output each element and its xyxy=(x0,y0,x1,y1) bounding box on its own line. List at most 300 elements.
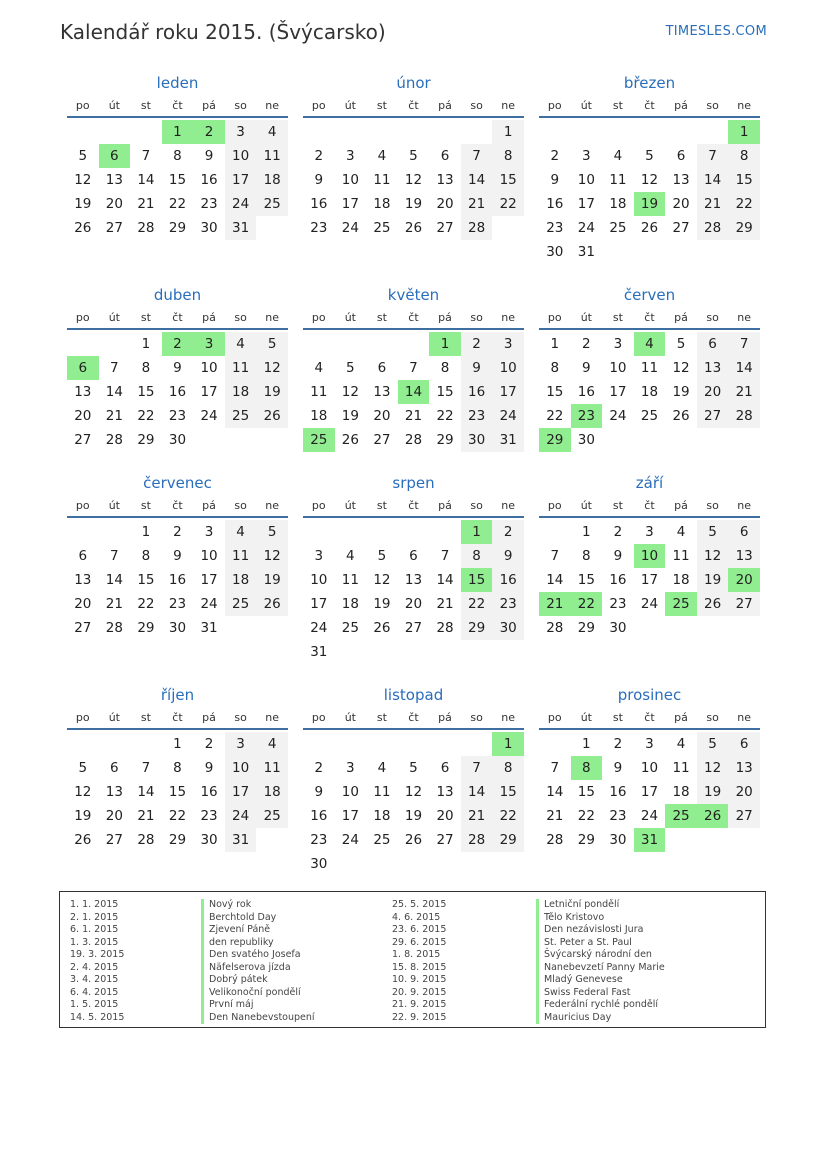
day-cell: 5 xyxy=(256,520,288,544)
day-cell: 5 xyxy=(346,360,355,376)
day-cell: 9 xyxy=(314,172,324,188)
weekday-header xyxy=(303,306,524,330)
day-cell: 27 xyxy=(728,804,760,828)
day-cell: 2 xyxy=(550,148,560,164)
holiday-day-cell: 19 xyxy=(634,192,666,216)
day-cell: 15 xyxy=(577,572,595,588)
day-cell: 23 xyxy=(310,220,328,236)
day-cell: 13 xyxy=(436,172,454,188)
day-cell: 9 xyxy=(492,544,524,568)
day-cell: 26 xyxy=(697,592,729,616)
day-cell: 1 xyxy=(492,120,524,144)
day-cell: 10 xyxy=(609,360,627,376)
weekday-label: čt xyxy=(172,311,183,324)
legend-date: 1. 8. 2015 xyxy=(392,949,441,960)
day-cell: 16 xyxy=(492,568,524,592)
month-name: říjen xyxy=(160,686,195,704)
weekday-header xyxy=(67,94,288,118)
day-cell: 30 xyxy=(168,432,187,448)
day-cell: 25 xyxy=(640,408,659,424)
day-cell: 15 xyxy=(577,784,595,800)
empty-cell xyxy=(665,120,697,144)
day-cell: 11 xyxy=(310,384,328,400)
day-cell: 7 xyxy=(110,548,119,564)
day-cell: 20 xyxy=(373,408,391,424)
day-cell: 21 xyxy=(404,408,423,424)
day-cell: 28 xyxy=(137,220,155,236)
day-cell: 19 xyxy=(74,808,92,824)
day-cell: 26 xyxy=(256,404,288,428)
legend-holiday-name: Nový rok xyxy=(201,899,315,912)
day-cell: 18 xyxy=(373,808,391,824)
day-cell: 20 xyxy=(697,380,729,404)
holiday-day-cell: 2 xyxy=(193,120,225,144)
legend-date: 20. 9. 2015 xyxy=(392,986,447,998)
legend-holiday-name: Nanebevzetí Panny Marie xyxy=(536,962,665,975)
weekday-label: út xyxy=(580,99,592,112)
month-4 xyxy=(67,284,288,452)
legend-date: 15. 8. 2015 xyxy=(392,961,447,973)
day-cell: 11 xyxy=(373,784,391,800)
day-cell: 6 xyxy=(440,760,450,776)
day-cell: 2 xyxy=(314,148,324,164)
legend-holiday-name: Letniční pondělí xyxy=(536,899,665,912)
day-cell: 19 xyxy=(697,780,729,804)
day-cell: 30 xyxy=(168,620,187,636)
day-cell: 7 xyxy=(550,548,560,564)
day-cell: 23 xyxy=(168,596,187,612)
page-title: Kalendář roku 2015. (Švýcarsko) xyxy=(60,20,386,44)
day-cell: 11 xyxy=(672,760,690,776)
empty-cell xyxy=(130,120,162,144)
day-cell: 4 xyxy=(676,736,686,752)
day-cell: 8 xyxy=(550,360,560,376)
weekday-label: čt xyxy=(644,311,655,324)
weekday-label: st xyxy=(612,99,623,112)
empty-cell xyxy=(335,732,367,756)
weekday-label: čt xyxy=(408,499,419,512)
day-cell: 22 xyxy=(461,592,493,616)
day-cell: 27 xyxy=(404,620,423,636)
weekday-label: po xyxy=(75,311,90,324)
day-cell: 4 xyxy=(346,548,355,564)
day-cell: 26 xyxy=(341,432,359,448)
day-cell: 9 xyxy=(582,360,591,376)
legend-holiday-name: Zjevení Páně xyxy=(201,924,315,937)
empty-cell xyxy=(67,332,99,356)
day-cell: 13 xyxy=(105,784,123,800)
day-cell: 18 xyxy=(341,596,359,612)
day-cell: 25 xyxy=(256,192,288,216)
weekday-label: ne xyxy=(265,499,280,512)
day-cell: 9 xyxy=(204,760,214,776)
day-cell: 3 xyxy=(645,524,654,540)
holiday-day-cell: 15 xyxy=(461,568,493,592)
month-name: únor xyxy=(396,74,431,92)
day-cell: 1 xyxy=(141,524,151,540)
weekday-header xyxy=(539,306,760,330)
day-cell: 26 xyxy=(74,832,92,848)
legend-holiday-name: Velikonoční pondělí xyxy=(201,987,315,1000)
day-cell: 3 xyxy=(613,336,623,352)
day-cell: 4 xyxy=(314,360,324,376)
day-cell: 27 xyxy=(105,832,123,848)
day-cell: 29 xyxy=(436,432,454,448)
day-cell: 7 xyxy=(409,360,418,376)
day-cell: 30 xyxy=(200,832,218,848)
legend-holiday-name: den republiky xyxy=(201,937,315,950)
weekday-label: po xyxy=(75,711,90,724)
legend-date: 1. 5. 2015 xyxy=(70,999,119,1010)
legend-holiday-name: St. Peter a St. Paul xyxy=(536,937,665,950)
day-cell: 25 xyxy=(373,220,391,236)
day-cell: 12 xyxy=(373,572,391,588)
day-cell: 28 xyxy=(461,216,493,240)
day-cell: 29 xyxy=(492,828,524,852)
day-cell: 22 xyxy=(577,808,595,824)
day-cell: 15 xyxy=(137,572,155,588)
day-grid xyxy=(303,120,524,240)
empty-cell xyxy=(398,332,430,356)
weekday-label: ne xyxy=(501,711,516,724)
day-cell: 2 xyxy=(173,524,182,540)
legend-holiday-name: Berchtold Day xyxy=(201,912,315,925)
weekday-label: ne xyxy=(265,311,280,324)
day-cell: 2 xyxy=(582,336,591,352)
day-cell: 20 xyxy=(105,808,123,824)
weekday-label: st xyxy=(612,499,623,512)
day-cell: 5 xyxy=(78,760,88,776)
holiday-day-cell: 22 xyxy=(571,592,603,616)
empty-cell xyxy=(335,332,367,356)
day-cell: 19 xyxy=(373,596,391,612)
weekday-label: so xyxy=(470,499,483,512)
holiday-day-cell: 10 xyxy=(634,544,666,568)
day-cell: 22 xyxy=(137,596,155,612)
holiday-day-cell: 26 xyxy=(697,804,729,828)
day-cell: 28 xyxy=(105,620,123,636)
day-cell: 31 xyxy=(310,644,328,660)
holiday-day-cell: 6 xyxy=(99,144,131,168)
day-cell: 16 xyxy=(168,384,187,400)
day-cell: 15 xyxy=(168,784,187,800)
weekday-label: po xyxy=(75,99,90,112)
day-cell: 24 xyxy=(492,404,524,428)
legend-date: 21. 9. 2015 xyxy=(392,999,447,1010)
day-cell: 22 xyxy=(728,192,760,216)
day-cell: 29 xyxy=(577,620,595,636)
day-cell: 26 xyxy=(640,220,659,236)
day-cell: 22 xyxy=(137,408,155,424)
empty-cell xyxy=(99,120,131,144)
month-name: duben xyxy=(153,286,202,304)
day-cell: 22 xyxy=(436,408,454,424)
weekday-label: po xyxy=(547,499,562,512)
day-cell: 14 xyxy=(137,172,155,188)
day-cell: 23 xyxy=(546,220,564,236)
legend-holiday-name: Mladý Genevese xyxy=(536,974,665,987)
legend-date: 4. 6. 2015 xyxy=(392,911,441,923)
day-cell: 8 xyxy=(440,360,450,376)
legend-holiday-name: Den svatého Josefa xyxy=(201,949,315,962)
empty-cell xyxy=(539,732,571,756)
month-3 xyxy=(539,72,760,264)
month-6 xyxy=(539,284,760,452)
day-cell: 24 xyxy=(640,808,659,824)
day-cell: 19 xyxy=(341,408,359,424)
day-cell: 25 xyxy=(225,592,257,616)
day-cell: 27 xyxy=(74,432,92,448)
day-cell: 16 xyxy=(310,196,328,212)
day-grid xyxy=(303,332,524,452)
day-cell: 9 xyxy=(613,760,623,776)
weekday-label: út xyxy=(108,499,120,512)
day-cell: 11 xyxy=(225,544,257,568)
weekday-label: po xyxy=(311,711,326,724)
day-cell: 16 xyxy=(546,196,564,212)
day-cell: 16 xyxy=(200,784,218,800)
site-logo[interactable]: TIMESLES.COM xyxy=(665,24,767,39)
day-cell: 11 xyxy=(225,356,257,380)
weekday-header xyxy=(303,706,524,730)
weekday-label: čt xyxy=(172,99,183,112)
weekday-label: čt xyxy=(408,311,419,324)
weekday-label: so xyxy=(470,711,483,724)
day-cell: 10 xyxy=(310,572,328,588)
day-cell: 31 xyxy=(225,828,257,852)
day-cell: 11 xyxy=(640,360,659,376)
day-cell: 14 xyxy=(461,168,493,192)
day-cell: 20 xyxy=(728,780,760,804)
day-cell: 6 xyxy=(728,732,760,756)
day-cell: 17 xyxy=(200,572,218,588)
day-cell: 12 xyxy=(74,172,92,188)
day-cell: 12 xyxy=(256,356,288,380)
day-cell: 17 xyxy=(225,780,257,804)
weekday-label: so xyxy=(234,711,247,724)
day-cell: 26 xyxy=(404,220,423,236)
day-cell: 5 xyxy=(697,732,729,756)
day-cell: 4 xyxy=(613,148,623,164)
holiday-day-cell: 25 xyxy=(665,804,697,828)
weekday-label: st xyxy=(612,311,623,324)
day-grid xyxy=(539,732,760,852)
day-cell: 4 xyxy=(377,760,387,776)
empty-cell xyxy=(67,120,99,144)
day-cell: 29 xyxy=(728,216,760,240)
legend-holiday-name: Mauricius Day xyxy=(536,1012,665,1025)
holiday-day-cell: 20 xyxy=(728,568,760,592)
day-cell: 26 xyxy=(672,408,690,424)
day-cell: 18 xyxy=(225,568,257,592)
day-cell: 28 xyxy=(697,216,729,240)
day-cell: 23 xyxy=(609,808,627,824)
day-cell: 31 xyxy=(492,428,524,452)
day-cell: 14 xyxy=(105,384,123,400)
day-cell: 3 xyxy=(645,736,654,752)
day-cell: 10 xyxy=(341,172,359,188)
day-cell: 17 xyxy=(341,808,359,824)
day-cell: 27 xyxy=(697,404,729,428)
holiday-day-cell: 8 xyxy=(571,756,603,780)
holiday-day-cell: 25 xyxy=(665,592,697,616)
day-cell: 24 xyxy=(640,596,659,612)
day-cell: 18 xyxy=(373,196,391,212)
weekday-label: so xyxy=(470,99,483,112)
month-8 xyxy=(303,472,524,664)
day-grid xyxy=(67,120,288,240)
weekday-label: po xyxy=(547,311,562,324)
day-cell: 30 xyxy=(609,620,627,636)
day-cell: 21 xyxy=(461,804,493,828)
day-cell: 8 xyxy=(492,756,524,780)
day-cell: 8 xyxy=(582,548,591,564)
legend-date: 25. 5. 2015 xyxy=(392,899,447,910)
day-cell: 14 xyxy=(436,572,454,588)
weekday-label: po xyxy=(311,499,326,512)
day-cell: 3 xyxy=(346,148,355,164)
empty-cell xyxy=(539,120,571,144)
day-cell: 27 xyxy=(373,432,391,448)
empty-cell xyxy=(539,520,571,544)
weekday-label: čt xyxy=(408,99,419,112)
empty-cell xyxy=(303,520,335,544)
day-cell: 13 xyxy=(404,572,423,588)
day-cell: 15 xyxy=(168,172,187,188)
day-cell: 13 xyxy=(74,384,92,400)
weekday-label: čt xyxy=(172,499,183,512)
weekday-header xyxy=(539,94,760,118)
day-cell: 13 xyxy=(436,784,454,800)
day-cell: 9 xyxy=(173,360,182,376)
month-10 xyxy=(67,684,288,852)
day-cell: 15 xyxy=(436,384,454,400)
day-cell: 30 xyxy=(577,432,595,448)
day-cell: 12 xyxy=(341,384,359,400)
day-cell: 16 xyxy=(168,572,187,588)
day-cell: 28 xyxy=(105,432,123,448)
day-cell: 1 xyxy=(173,736,182,752)
day-cell: 3 xyxy=(346,760,355,776)
day-cell: 15 xyxy=(728,168,760,192)
day-cell: 11 xyxy=(256,144,288,168)
day-cell: 18 xyxy=(609,196,627,212)
empty-cell xyxy=(398,520,430,544)
day-cell: 29 xyxy=(168,832,187,848)
weekday-label: pá xyxy=(202,99,216,112)
day-cell: 31 xyxy=(577,244,595,260)
legend-date: 3. 4. 2015 xyxy=(70,974,119,985)
day-cell: 7 xyxy=(461,144,493,168)
month-2 xyxy=(303,72,524,240)
empty-cell xyxy=(429,520,461,544)
day-cell: 21 xyxy=(105,408,123,424)
day-cell: 3 xyxy=(225,732,257,756)
weekday-label: ne xyxy=(737,99,752,112)
day-cell: 23 xyxy=(492,592,524,616)
day-cell: 21 xyxy=(137,196,155,212)
weekday-header xyxy=(67,494,288,518)
day-cell: 2 xyxy=(492,520,524,544)
weekday-label: ne xyxy=(737,711,752,724)
weekday-label: po xyxy=(547,711,562,724)
day-cell: 17 xyxy=(640,784,659,800)
day-cell: 3 xyxy=(314,548,324,564)
weekday-label: pá xyxy=(674,499,688,512)
day-cell: 7 xyxy=(440,548,450,564)
holiday-day-cell: 2 xyxy=(162,332,194,356)
weekday-header xyxy=(303,94,524,118)
day-cell: 14 xyxy=(697,168,729,192)
month-name: leden xyxy=(156,74,199,92)
day-cell: 24 xyxy=(609,408,627,424)
day-cell: 2 xyxy=(204,736,214,752)
day-cell: 7 xyxy=(550,760,560,776)
month-name: srpen xyxy=(392,474,435,492)
day-cell: 12 xyxy=(672,360,690,376)
weekday-header xyxy=(67,306,288,330)
empty-cell xyxy=(602,120,634,144)
day-cell: 21 xyxy=(728,380,760,404)
day-cell: 21 xyxy=(697,192,729,216)
legend-holiday-name: Näfelserova jízda xyxy=(201,962,315,975)
weekday-label: ne xyxy=(737,311,752,324)
legend-date: 1. 3. 2015 xyxy=(70,936,119,948)
day-cell: 21 xyxy=(546,808,564,824)
day-cell: 11 xyxy=(672,548,690,564)
weekday-label: ne xyxy=(501,499,516,512)
day-cell: 18 xyxy=(310,408,328,424)
day-cell: 30 xyxy=(310,856,328,872)
day-cell: 14 xyxy=(546,784,564,800)
holiday-day-cell: 1 xyxy=(728,120,760,144)
day-cell: 5 xyxy=(697,520,729,544)
weekday-label: st xyxy=(140,99,151,112)
day-cell: 18 xyxy=(672,784,690,800)
day-cell: 25 xyxy=(256,804,288,828)
day-cell: 10 xyxy=(200,548,218,564)
day-cell: 29 xyxy=(137,432,155,448)
empty-cell xyxy=(398,120,430,144)
weekday-label: pá xyxy=(438,99,452,112)
weekday-label: st xyxy=(376,311,387,324)
day-cell: 8 xyxy=(141,360,151,376)
holiday-day-cell: 4 xyxy=(634,332,666,356)
day-cell: 24 xyxy=(200,408,218,424)
weekday-label: čt xyxy=(644,711,655,724)
holiday-legend xyxy=(59,891,766,1028)
month-11 xyxy=(303,684,524,876)
weekday-header xyxy=(67,706,288,730)
weekday-label: pá xyxy=(202,499,216,512)
day-cell: 28 xyxy=(436,620,454,636)
day-cell: 3 xyxy=(225,120,257,144)
day-cell: 17 xyxy=(609,384,627,400)
month-name: červen xyxy=(623,286,676,304)
day-cell: 21 xyxy=(436,596,454,612)
day-cell: 22 xyxy=(492,804,524,828)
day-cell: 19 xyxy=(74,196,92,212)
day-cell: 28 xyxy=(728,404,760,428)
day-cell: 20 xyxy=(74,408,92,424)
day-cell: 25 xyxy=(609,220,627,236)
empty-cell xyxy=(335,120,367,144)
holiday-day-cell: 1 xyxy=(162,120,194,144)
day-grid xyxy=(303,732,524,876)
day-cell: 12 xyxy=(697,756,729,780)
day-cell: 27 xyxy=(436,220,454,236)
day-cell: 28 xyxy=(546,620,564,636)
